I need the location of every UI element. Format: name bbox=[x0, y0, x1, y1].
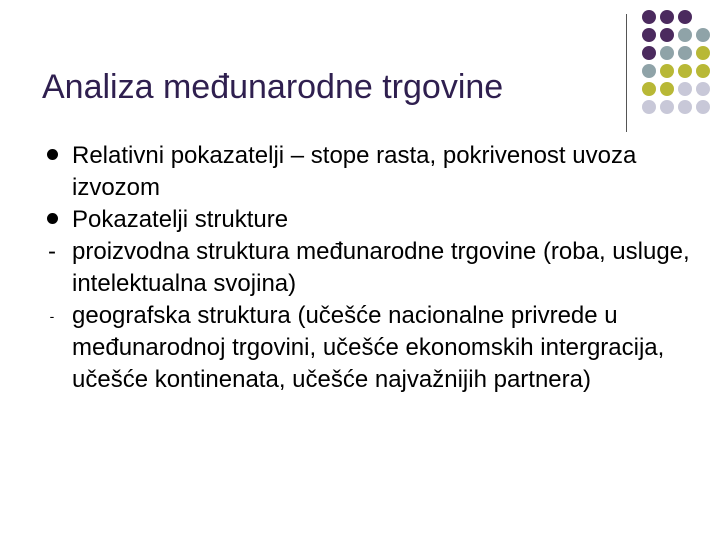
decor-dot bbox=[696, 64, 710, 78]
decor-dot bbox=[660, 28, 674, 42]
decor-dot bbox=[642, 28, 656, 42]
dash-text: proizvodna struktura međunarodne trgovine (roba, usluge, intelektualna svojina) bbox=[72, 238, 690, 297]
slide-body bbox=[40, 140, 700, 396]
title-divider-line bbox=[626, 14, 627, 132]
dash-marker: - bbox=[49, 308, 55, 324]
decor-dot bbox=[678, 82, 692, 96]
bullet-item bbox=[40, 204, 700, 236]
dash-marker: - bbox=[48, 238, 56, 265]
decor-dot bbox=[678, 100, 692, 114]
decor-dot bbox=[678, 10, 692, 24]
decor-dot bbox=[642, 100, 656, 114]
decor-dot bbox=[678, 46, 692, 60]
bullet-dot-icon bbox=[40, 140, 64, 172]
bullet-text: Relativni pokazatelji – stope rasta, pokrivenost uvoza izvozom bbox=[72, 142, 637, 201]
decor-dot bbox=[660, 82, 674, 96]
slide-title: Analiza međunarodne trgovine bbox=[42, 68, 504, 106]
bullet-dot-icon bbox=[40, 204, 64, 236]
decor-dot bbox=[642, 64, 656, 78]
decor-dot bbox=[660, 10, 674, 24]
decor-dot bbox=[678, 64, 692, 78]
decor-dot bbox=[642, 82, 656, 96]
decor-dot bbox=[642, 10, 656, 24]
decor-dot bbox=[696, 28, 710, 42]
bullet-text: Pokazatelji strukture bbox=[72, 206, 289, 233]
decor-dot bbox=[660, 100, 674, 114]
dash-item bbox=[40, 236, 700, 300]
decor-dot bbox=[642, 46, 656, 60]
decor-dot bbox=[660, 64, 674, 78]
dash-text: geografska struktura (učešće nacionalne privrede u međunarodnoj trgovini, učešće ekonomskih intergracija, učešće kontinenata, učešće najvažnijih partnera) bbox=[72, 302, 665, 393]
decor-dot bbox=[660, 46, 674, 60]
bullet-item bbox=[40, 140, 700, 204]
decor-dot bbox=[696, 100, 710, 114]
dash-item bbox=[40, 300, 700, 396]
decor-dot bbox=[696, 46, 710, 60]
decor-dot bbox=[696, 82, 710, 96]
decor-dot bbox=[678, 28, 692, 42]
